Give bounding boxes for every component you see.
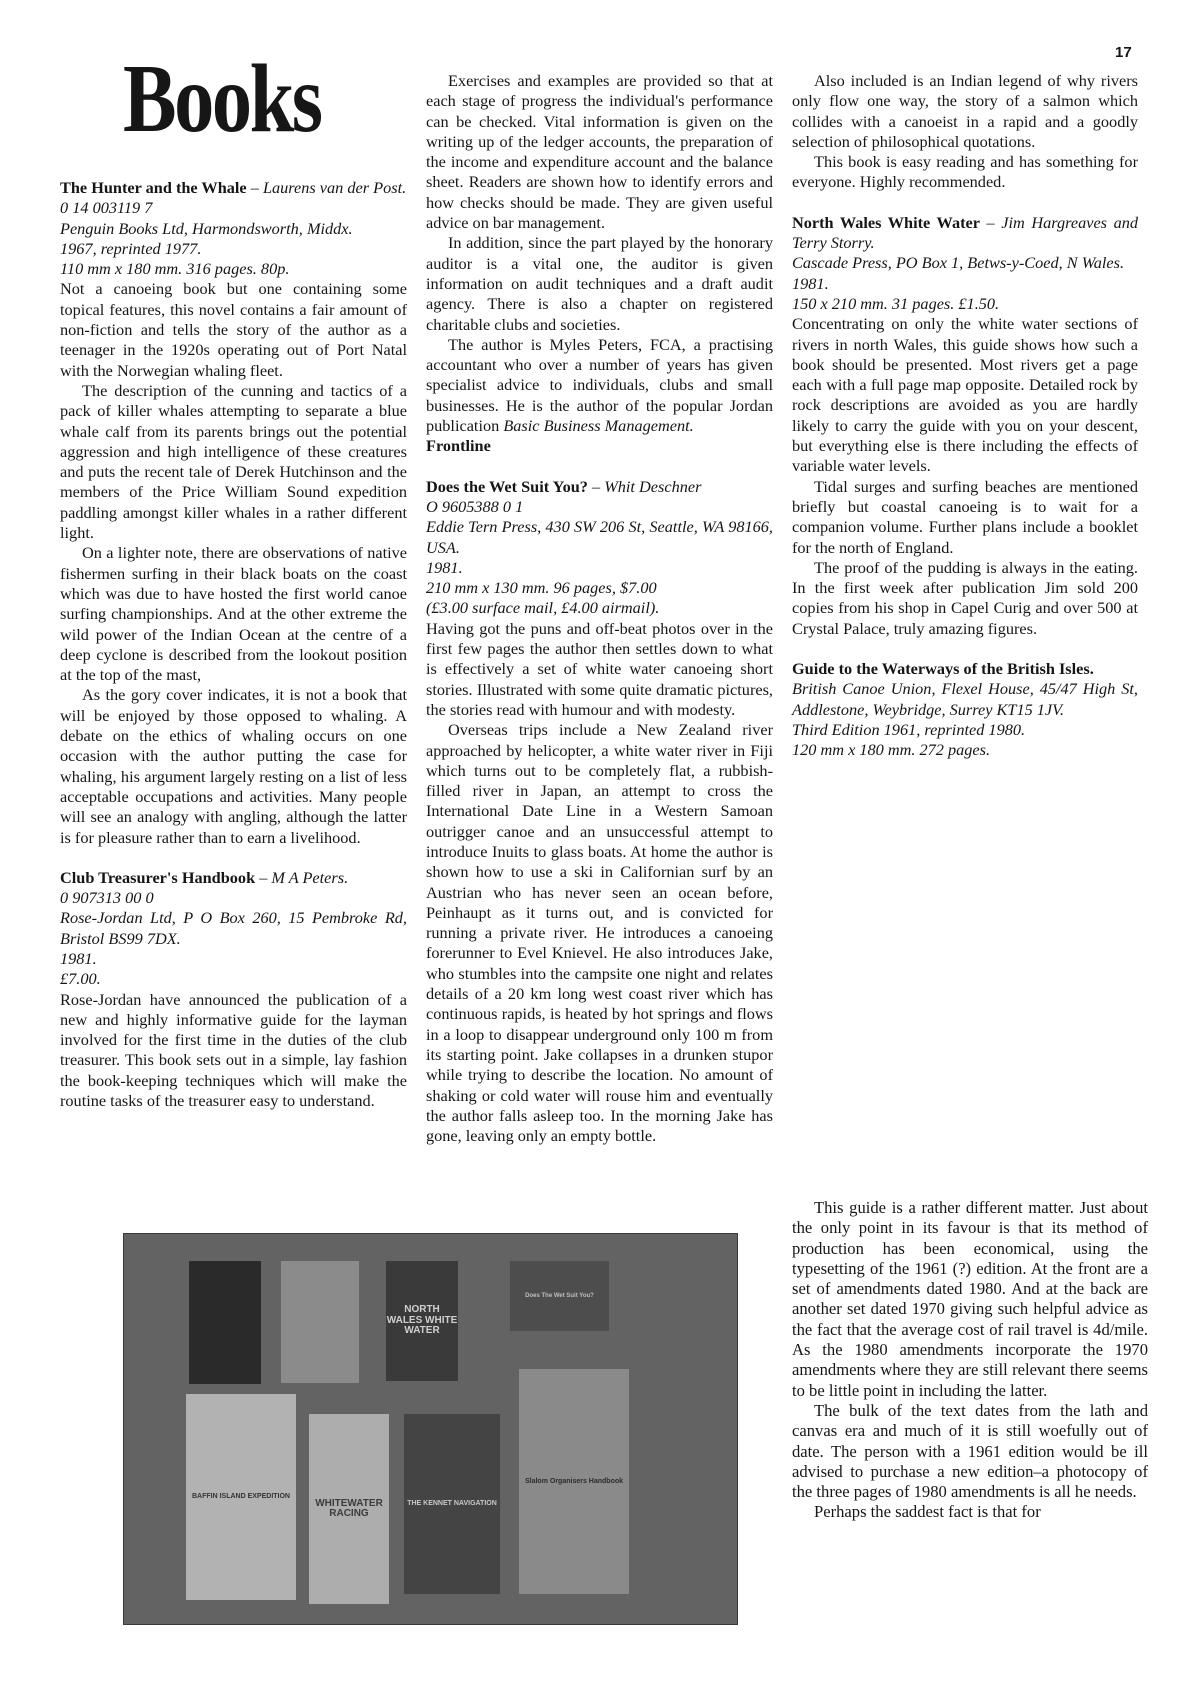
- page-title: Books: [123, 45, 321, 153]
- book-title: Does the Wet Suit You?: [426, 476, 588, 496]
- book-details: 120 mm x 180 mm. 272 pages.: [792, 740, 991, 760]
- book-cover: [519, 1369, 629, 1594]
- cover-title: THE KENNET NAVIGATION: [407, 1500, 497, 1508]
- book-title: North Wales White Water: [792, 212, 980, 232]
- review-paragraph: Also included is an Indian legend of why rivers only flow one way, the story of a salmon which collides with a canoeist in a rapid and a goodly selection of philosophical quotations.: [792, 71, 1138, 151]
- review-wetsuit-heading: [426, 477, 773, 497]
- book-covers-photo: [123, 1233, 738, 1625]
- column-3: [792, 71, 1138, 761]
- book-author: Whit Deschner: [604, 476, 702, 496]
- book-author: Jim Hargreaves and Terry Storry.: [792, 212, 1139, 253]
- book-date: Third Edition 1961, reprinted 1980.: [792, 719, 1026, 739]
- book-title: Guide to the Waterways of the British Isles.: [792, 659, 1094, 679]
- review-paragraph: Rose-Jordan have announced the publication of a new and highly informative guide for the layman involved for the first time in the duties of the club treasurer. This book sets out in a simple, lay fashion the book-keeping techniques which will make the routine tasks of the treasurer easy to understand.: [60, 989, 407, 1111]
- book-price: £7.00.: [60, 969, 101, 989]
- book-cover: [510, 1261, 609, 1331]
- book-date: 1981.: [426, 557, 463, 577]
- cover-title: WHITEWATER RACING: [315, 1497, 383, 1519]
- review-paragraph: In addition, since the part played by the honorary auditor is a vital one, the auditor is given information on audit techniques and a draft audit agency. There is also a chapter on registered charitable clubs and societies.: [426, 233, 773, 334]
- book-isbn: O 9605388 0 1: [426, 496, 524, 516]
- book-cover: [309, 1414, 389, 1604]
- page-number: 17: [1115, 44, 1132, 61]
- review-paragraph: This guide is a rather different matter. Just about the only point in its favour is that its method of production has been economical, using the typesetting of the 1961 (?) edition. At the front are a set of amendments dated 1980. And at the back are another set dated 1970 giving such helpful advice as the fact that the average cost of rail travel is 4d/mile. As the 1980 amendments incorporate the 1970 amendments where they are still relevant there seems to be little point in including the latter.: [792, 1198, 1148, 1400]
- review-paragraph: This book is easy reading and has something for everyone. Highly recommended.: [792, 152, 1138, 192]
- book-cover: [281, 1261, 359, 1383]
- book-publisher: British Canoe Union, Flexel House, 45/47 High St, Addlestone, Weybridge, Surrey KT15 1JV.: [792, 679, 1138, 719]
- book-date: 1981.: [60, 948, 97, 968]
- review-paragraph: Perhaps the saddest fact is that for: [814, 1502, 1041, 1522]
- review-paragraph: As the gory cover indicates, it is not a book that will be enjoyed by those opposed to whaling. A debate on the ethics of whaling occurs on one occasion with the author putting the case for whaling, his argument largely resting on a list of less acceptable occupations and activities. Many people will see an analogy with angling, although the latter is for pleasure rather than to earn a livelihood.: [60, 685, 407, 847]
- book-cover: [189, 1261, 261, 1384]
- book-cover: [404, 1414, 500, 1594]
- review-northwales-heading: [792, 213, 1138, 254]
- cover-title: Does The Wet Suit You?: [525, 1292, 594, 1299]
- cover-title: BAFFIN ISLAND EXPEDITION: [191, 1493, 290, 1501]
- book-cover: [386, 1261, 458, 1381]
- cover-title: NORTH WALES WHITE WATER: [386, 1304, 458, 1337]
- book-author: Laurens van der Post.: [262, 178, 407, 197]
- book-cover: [186, 1394, 296, 1600]
- book-isbn: 0 14 003119 7: [60, 198, 153, 218]
- review-paragraph: Not a canoeing book but one containing some topical features, this novel contains a fair amount of non-fiction and tells the story of the author as a teenager in the 1920s operating out of Port Natal with the Norwegian whaling fleet.: [60, 279, 407, 380]
- book-isbn: 0 907313 00 0: [60, 888, 154, 908]
- book-publisher: Eddie Tern Press, 430 SW 206 St, Seattle, WA 98166, USA.: [426, 517, 773, 557]
- column-2: [426, 71, 773, 1146]
- book-postage: (£3.00 surface mail, £4.00 airmail).: [426, 598, 660, 618]
- review-hunter-heading: [60, 178, 407, 198]
- column-3-lower: [792, 1198, 1148, 1523]
- review-treasurer-heading: [60, 868, 407, 888]
- title-dash: –: [979, 212, 1002, 232]
- review-paragraph: Exercises and examples are provided so that at each stage of progress the individual's performance can be checked. Vital information is given on the writing up of the ledger accounts, the preparation of the income and expenditure account and the balance sheet. Readers are shown how to identify errors and how checks should be made. They are given useful advice on bar management.: [426, 71, 773, 233]
- book-publisher: Rose-Jordan Ltd, P O Box 260, 15 Pembroke Rd, Bristol BS99 7DX.: [60, 908, 407, 948]
- title-dash: –: [246, 178, 263, 197]
- review-signature: Frontline: [426, 436, 491, 456]
- paragraph-text: The author is Myles Peters, FCA, a practising accountant who over a number of years has given specialist advice to individuals, clubs and small businesses. He is the author of the popular Jordan publication: [426, 334, 773, 436]
- book-date: 1967, reprinted 1977.: [60, 238, 202, 258]
- book-date: 1981.: [792, 273, 829, 293]
- book-title: The Hunter and the Whale: [60, 178, 247, 197]
- review-paragraph: The description of the cunning and tactics of a pack of killer whales attempting to separate a blue whale calf from its parents brings out the potential aggression and high intelligence of these creatures and puts the recent tale of Derek Hutchinson and the members of the Price William Sound expedition paddling amongst killer whales in a rather different light.: [60, 380, 407, 543]
- review-paragraph: Overseas trips include a New Zealand river approached by helicopter, a white water river in Fiji which turns out to be completely flat, a rubbish-filled river in Japan, an attempt to cross the International Date Line in a Western Samoan outrigger canoe and an unsuccessful attempt to introduce Inuits to glass boats. At home the author is shown how to use a ski in Californian surf by an Austrian who has never seen an ocean before, Peinhaupt as it turns out, and is convicted for running a private river. He introduces a canoeing forerunner to Evel Knievel. He also introduces Jake, who stumbles into the campsite one night and relates details of a 20 km long west coast river which has continuous rapids, is heated by hot springs and flows in a loop to disappear underground only 100 m from its starting point. Jake collapses in a drunken stupor while trying to describe the location. No amount of shaking or cold water will rouse him and eventually the author falls asleep too. In the morning Jake has gone, leaving only an empty bottle.: [426, 720, 773, 1146]
- review-paragraph: Tidal surges and surfing beaches are mentioned briefly but coastal canoeing is to wait for a companion volume. Further plans include a booklet for the north of England.: [792, 476, 1138, 557]
- review-paragraph: On a lighter note, there are observations of native fishermen surfing in their black boats on the coast which was due to have hosted the first world canoe surfing championships. And at the other extreme the wild power of the Indian Ocean at the centre of a deep cyclone is described from the lookout position at the top of the mast,: [60, 543, 407, 685]
- referenced-book-title: Basic Business Management.: [503, 416, 694, 436]
- title-dash: –: [587, 476, 605, 496]
- book-title: Club Treasurer's Handbook: [60, 867, 256, 887]
- review-paragraph: [426, 335, 773, 436]
- book-publisher: Penguin Books Ltd, Harmondsworth, Middx.: [60, 218, 353, 238]
- book-author: M A Peters.: [271, 867, 349, 887]
- book-details: 150 x 210 mm. 31 pages. £1.50.: [792, 293, 1000, 313]
- column-1: [60, 178, 407, 1111]
- title-dash: –: [255, 867, 272, 887]
- review-paragraph: Having got the puns and off-beat photos over in the first few pages the author then settles down to what is effectively a set of white water canoeing short stories. Illustrated with some quite dramatic pictures, the stories read with humour and with modesty.: [426, 618, 773, 719]
- cover-title: Slalom Organisers Handbook: [524, 1477, 624, 1485]
- book-publisher: Cascade Press, PO Box 1, Betws-y-Coed, N Wales.: [792, 253, 1125, 273]
- review-paragraph: Concentrating on only the white water sections of rivers in north Wales, this guide shows how such a book should be presented. Most rivers get a page each with a full page map opposite. Detailed rock by rock descriptions are avoided as you are hardly likely to carry the guide with you on your descent, but everything else is there including the effects of variable water levels.: [792, 314, 1138, 476]
- review-paragraph: The proof of the pudding is always in the eating. In the first week after publication Jim sold 200 copies from his shop in Capel Curig and over 500 at Crystal Palace, truly amazing figures.: [792, 557, 1138, 638]
- review-paragraph: The bulk of the text dates from the lath and canvas era and much of it is still woefully out of date. The person with a 1961 edition would be ill advised to purchase a new edition–a photocopy of the three pages of 1980 amendments is all he needs.: [792, 1400, 1148, 1502]
- book-details: 210 mm x 130 mm. 96 pages, $7.00: [426, 578, 657, 598]
- book-details: 110 mm x 180 mm. 316 pages. 80p.: [60, 259, 290, 279]
